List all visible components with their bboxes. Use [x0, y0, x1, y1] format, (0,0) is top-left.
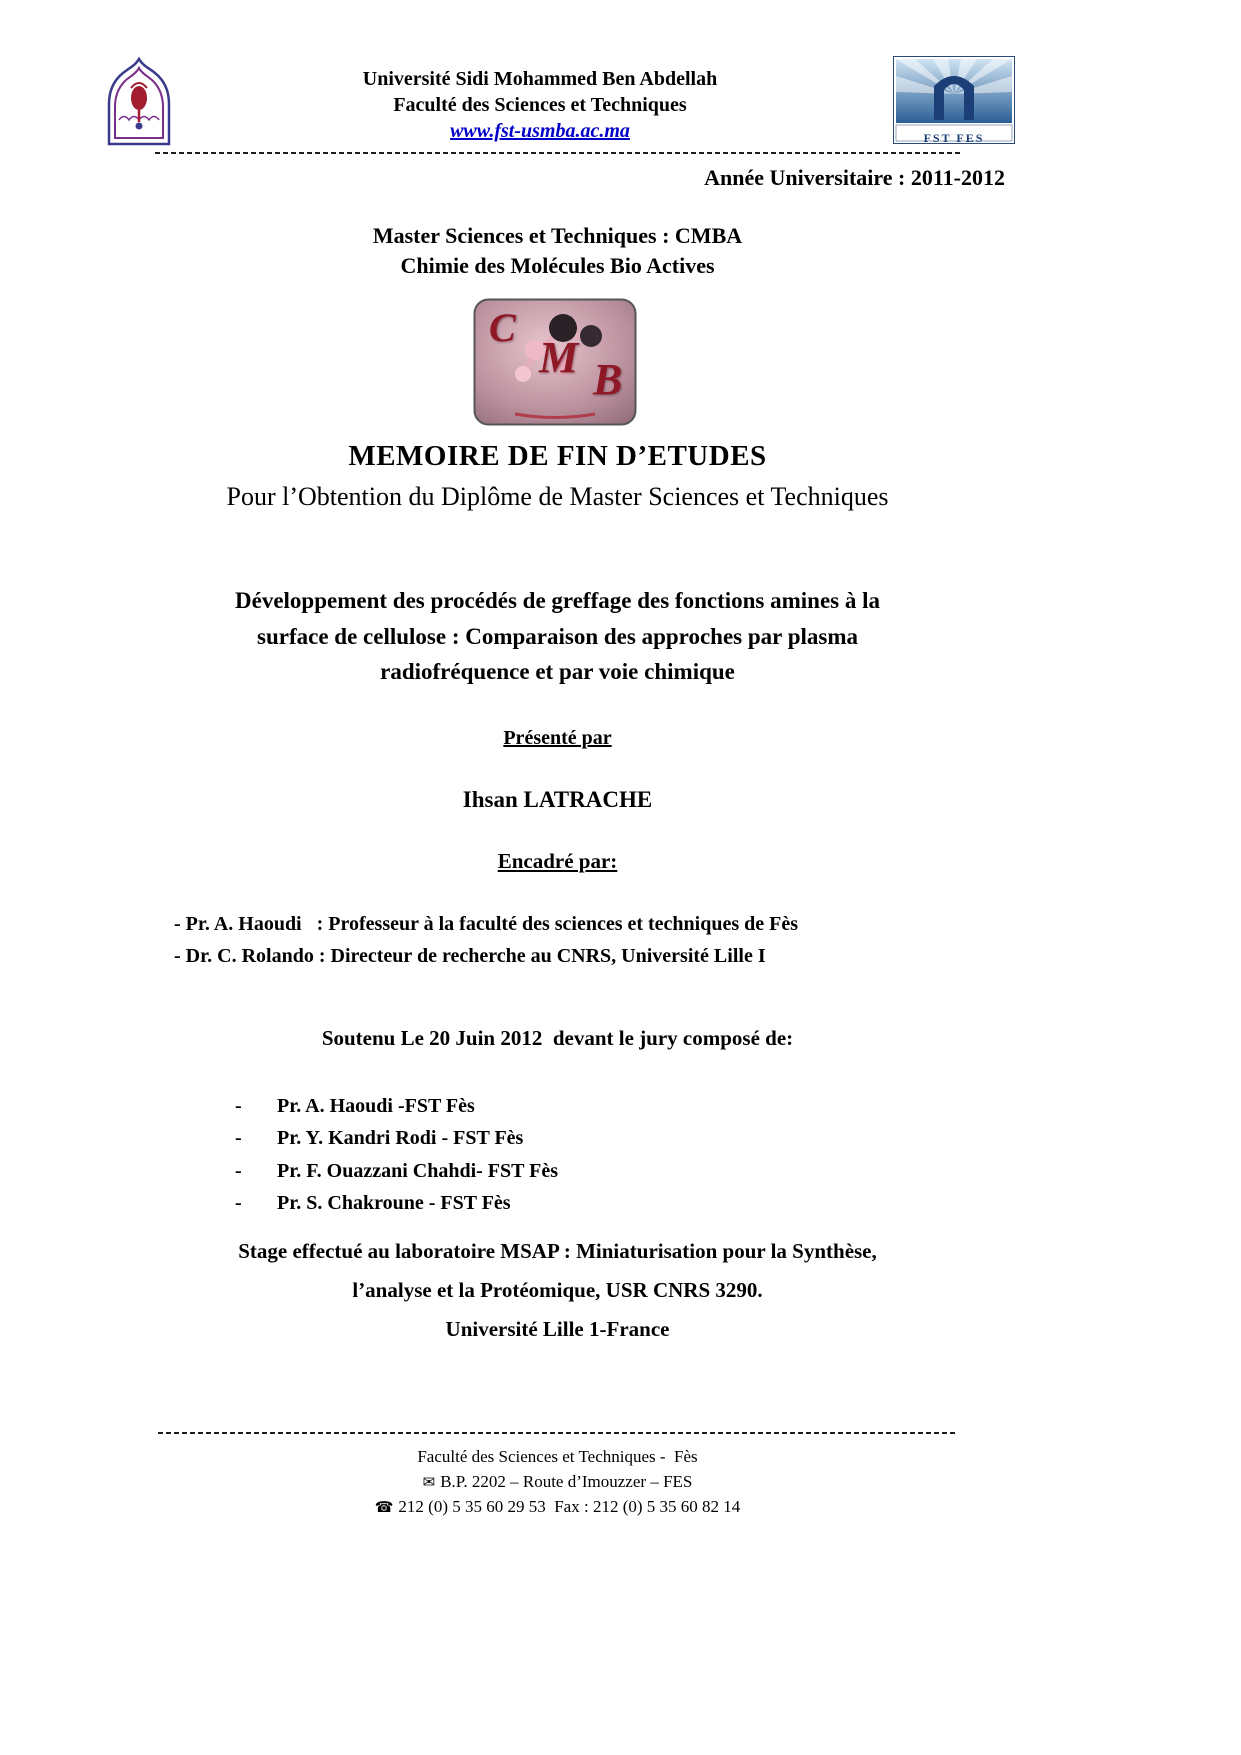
- supervisors-block: [110, 908, 1005, 973]
- presented-by-label: Présenté par: [503, 727, 612, 749]
- university-logo-icon: [95, 56, 187, 155]
- thesis-title: [110, 583, 1005, 690]
- cmb-logo-letter-m: M: [539, 333, 579, 382]
- footer-address: [110, 1469, 1005, 1494]
- mail-icon: ✉: [422, 1475, 436, 1492]
- footer-phone-text: 212 (0) 5 35 60 29 53 Fax : 212 (0) 5 35 60 82 14: [398, 1497, 741, 1517]
- internship-block: [110, 1232, 1005, 1349]
- jury-member: [235, 1090, 1005, 1122]
- thesis-title-line2: surface de cellulose : Comparaison des approches par plasma: [257, 623, 858, 649]
- jury-member-name: Pr. F. Ouazzani Chahdi- FST Fès: [277, 1159, 558, 1182]
- cmb-master-logo: [473, 298, 637, 426]
- jury-member-name: Pr. Y. Kandri Rodi - FST Fès: [277, 1127, 524, 1150]
- faculty-name: Faculté des Sciences et Techniques: [393, 94, 687, 116]
- jury-member: [235, 1122, 1005, 1154]
- phone-icon: ☎: [374, 1500, 394, 1517]
- internship-line1: Stage effectué au laboratoire MSAP : Miniaturisation pour la Synthèse,: [238, 1239, 877, 1263]
- memoire-heading: MEMOIRE DE FIN D’ETUDES: [348, 440, 767, 472]
- jury-member-name: Pr. S. Chakroune - FST Fès: [277, 1192, 511, 1215]
- author-name: Ihsan LATRACHE: [462, 787, 653, 812]
- jury-bullet: -: [235, 1127, 242, 1150]
- page-footer: [110, 1444, 1005, 1520]
- jury-bullet: -: [235, 1159, 242, 1182]
- internship-line2: l’analyse et la Protéomique, USR CNRS 3290.: [352, 1277, 763, 1302]
- top-separator: [110, 152, 1005, 154]
- university-name: Université Sidi Mohammed Ben Abdellah: [362, 68, 718, 90]
- jury-list: [110, 1090, 1005, 1220]
- program-line1: Master Sciences et Techniques : CMBA: [372, 223, 743, 248]
- jury-member: [235, 1155, 1005, 1187]
- jury-bullet: -: [235, 1095, 242, 1117]
- supervised-by-label: Encadré par:: [497, 849, 618, 873]
- defense-intro: Soutenu Le 20 Juin 2012 devant le jury composé de:: [321, 1026, 794, 1050]
- academic-year: Année Universitaire : 2011-2012: [704, 165, 1005, 190]
- website-link[interactable]: www.fst-usmba.ac.ma: [450, 120, 630, 142]
- fst-fes-logo: [893, 56, 1015, 149]
- bottom-separator: [158, 1432, 958, 1434]
- degree-subheading: Pour l’Obtention du Diplôme de Master Sciences et Techniques: [226, 482, 889, 511]
- jury-member: [235, 1187, 1005, 1219]
- internship-line3: Université Lille 1-France: [445, 1316, 670, 1341]
- jury-member-name: Pr. A. Haoudi -FST Fès: [277, 1095, 475, 1117]
- header-institution-block: [187, 56, 893, 144]
- supervisor-line: - Dr. C. Rolando : Directeur de recherche au CNRS, Université Lille I: [174, 945, 766, 968]
- thesis-title-line3: radiofréquence et par voie chimique: [380, 659, 735, 685]
- thesis-title-line1: Développement des procédés de greffage des fonctions amines à la: [235, 588, 880, 613]
- cmb-logo-letter-b: B: [593, 355, 623, 404]
- supervisor-line: - Pr. A. Haoudi : Professeur à la faculté des sciences et techniques de Fès: [174, 913, 799, 935]
- jury-bullet: -: [235, 1192, 242, 1215]
- footer-phone: [110, 1494, 1005, 1519]
- footer-faculty: Faculté des Sciences et Techniques - Fès: [417, 1447, 698, 1466]
- fst-fes-logo-label: FST FES: [923, 131, 985, 145]
- program-line2: Chimie des Molécules Bio Actives: [400, 253, 715, 279]
- page-header: [95, 56, 1015, 155]
- footer-address-text: B.P. 2202 – Route d’Imouzzer – FES: [440, 1472, 693, 1492]
- program-block: [110, 221, 1005, 282]
- cmb-logo-letter-c: C: [489, 305, 516, 350]
